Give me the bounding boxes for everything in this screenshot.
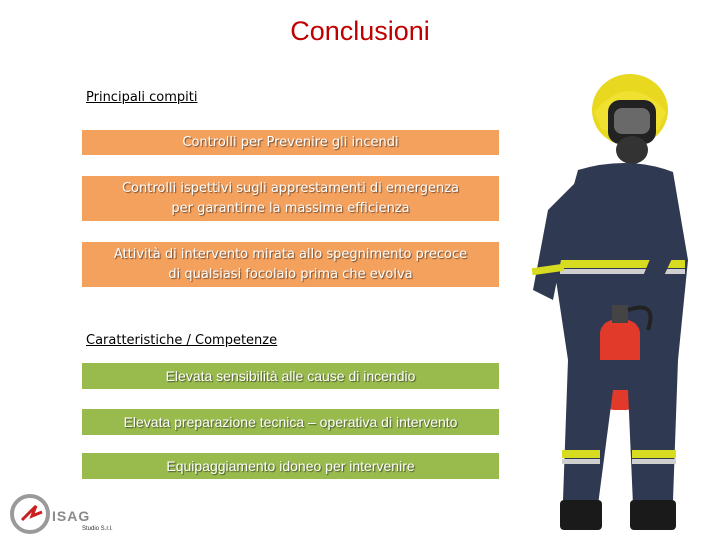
- task-box-prevention: [82, 130, 499, 155]
- task-line: Controlli ispettivi sugli apprestamenti di emergenza: [121, 180, 459, 196]
- logo-subtitle: Studio S.r.l.: [82, 526, 113, 532]
- skill-box-sensitivity: Elevata sensibilità alle cause di incendio: [82, 363, 499, 389]
- section-heading-tasks: Principali compiti: [86, 90, 198, 105]
- task-line: Attività di intervento mirata allo spegnimento precoce: [113, 246, 468, 262]
- task-line: di qualsiasi focolaio prima che evolva: [168, 266, 413, 282]
- task-line: Controlli per Prevenire gli incendi: [182, 134, 399, 150]
- skill-box-preparation: Elevata preparazione tecnica – operativa di intervento: [82, 409, 499, 435]
- logo-name: ISAG: [52, 508, 91, 524]
- task-box-inspections: [82, 176, 499, 221]
- section-heading-skills: Caratteristiche / Competenze: [86, 333, 278, 348]
- page-title: Conclusioni: [290, 16, 430, 46]
- task-line: per garantirne la massima efficienza: [171, 200, 410, 216]
- firefighter-illustration: [508, 60, 708, 540]
- task-box-intervention: [82, 242, 499, 287]
- skill-box-equipment: Equipaggiamento idoneo per intervenire: [82, 453, 499, 479]
